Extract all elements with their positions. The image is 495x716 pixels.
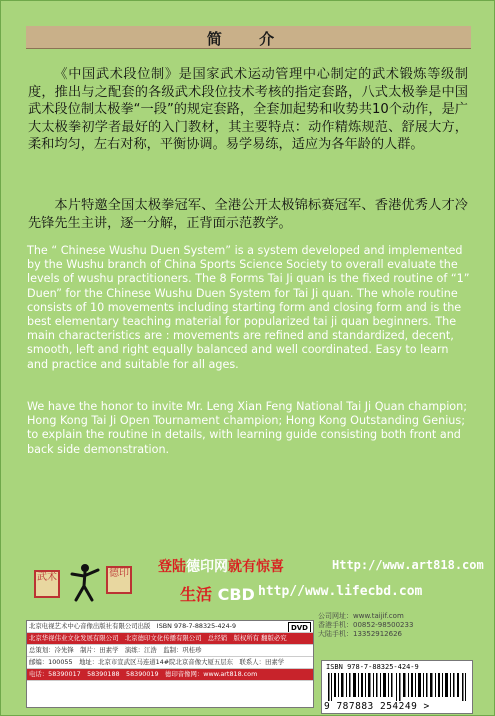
english-paragraph-1: The “ Chinese Wushu Duen System” is a system developed and implemented by the Wushu branch of China Sports Science Society to overall evaluate the levels of wushu practitioners. The 8 Forms Tai Ji quan is the fixed routine of “1” Duen” for the Chinese Wushu Duen System for Tai Ji quan. The whole routine consists of 10 movements including starting form and closing form and is the best elementary teaching material for popularized tai ji quan beginners. The main characteristics are : movements are refined and standardized, decent, smooth, left and right equally balanced and well coordinated. Easy to learn and practice and suitable for all ages.: [27, 244, 470, 371]
company-line-1: 公司网址：www.taijif.com: [318, 612, 404, 620]
info-row-1-text: 北京电视艺术中心音像出版社有限公司出版 ISBN 978-7-88325-424-9: [29, 622, 237, 630]
company-line-2: 香港手机：00852-98500233: [318, 621, 414, 629]
company-line-3: 大陆手机：13352912626: [318, 630, 402, 638]
slogan-part-b: 德印网: [186, 559, 228, 575]
barcode-digits: 9 787883 254249 >: [324, 701, 430, 712]
cbd-logo: [180, 582, 255, 605]
barcode-icon: [326, 673, 470, 701]
lifecbd-url[interactable]: http//www.lifecbd.com: [258, 584, 423, 599]
slogan: [158, 556, 284, 576]
info-row-5: 电话：58390017 58390188 58390019 德印音像网：www.art818.com: [27, 669, 313, 681]
page-title: 简 介: [206, 30, 291, 48]
fighter-icon: [68, 562, 102, 604]
info-row-1: [27, 621, 313, 633]
info-row-3: 总策划：冷先锋 制片：田素学 演练：江浩 监制：巩桂珍: [27, 645, 313, 657]
slogan-part-a: 登陆: [158, 559, 186, 575]
info-row-2: 北京华视伟业文化发展有限公司 北京德印文化传播有限公司 总经销 版权所有 翻版必究: [27, 633, 313, 645]
art818-url[interactable]: Http://www.art818.com: [332, 558, 484, 572]
dvd-logo: DVD: [288, 622, 311, 633]
chinese-paragraph-2: 本片特邀全国太极拳冠军、全港公开太极锦标赛冠军、香港优秀人才冷先锋先生主讲，逐一分解，正背面示范教学。: [28, 198, 468, 231]
cbd-part-a: 生活: [180, 585, 213, 604]
company-contact: [318, 612, 473, 658]
seal-right: 德印: [106, 566, 132, 594]
seal-left: 武术: [34, 570, 60, 598]
info-row-4: 邮编：100055 地址：北京市宣武区马连道14#院北京音像大厦五层东 联系人：田素学: [27, 657, 313, 669]
slogan-part-c: 就有惊喜: [228, 559, 284, 575]
cbd-part-b: CBD: [217, 585, 255, 604]
english-paragraph-2: We have the honor to invite Mr. Leng Xian Feng National Tai Ji Quan champion; Hong Kong Tai Ji Open Tournament champion; Hong Kong Outstanding Genius; to explain the routine in details, with learning guide consisting both front and back side demonstration.: [27, 400, 468, 456]
chinese-paragraph-1: 《中国武术段位制》是国家武术运动管理中心制定的武术锻炼等级制度，推出与之配套的各级武术段位技术考核的指定套路，八式太极拳是中国武术段位制太极拳“一段”的规定套路，全套加起势和收势共10个动作，是广大太极拳初学者最好的入门教材，其主要特点：动作精炼规范、舒展大方，柔和均匀，左右对称，平衡协调。易学易练，适应为各年龄的人群。: [28, 67, 468, 153]
title-bar: [26, 26, 471, 49]
brand-row: [26, 556, 484, 616]
barcode-isbn: ISBN 978-7-88325-424-9: [326, 663, 419, 671]
barcode-box: [321, 660, 473, 714]
publisher-info-box: [26, 620, 314, 708]
